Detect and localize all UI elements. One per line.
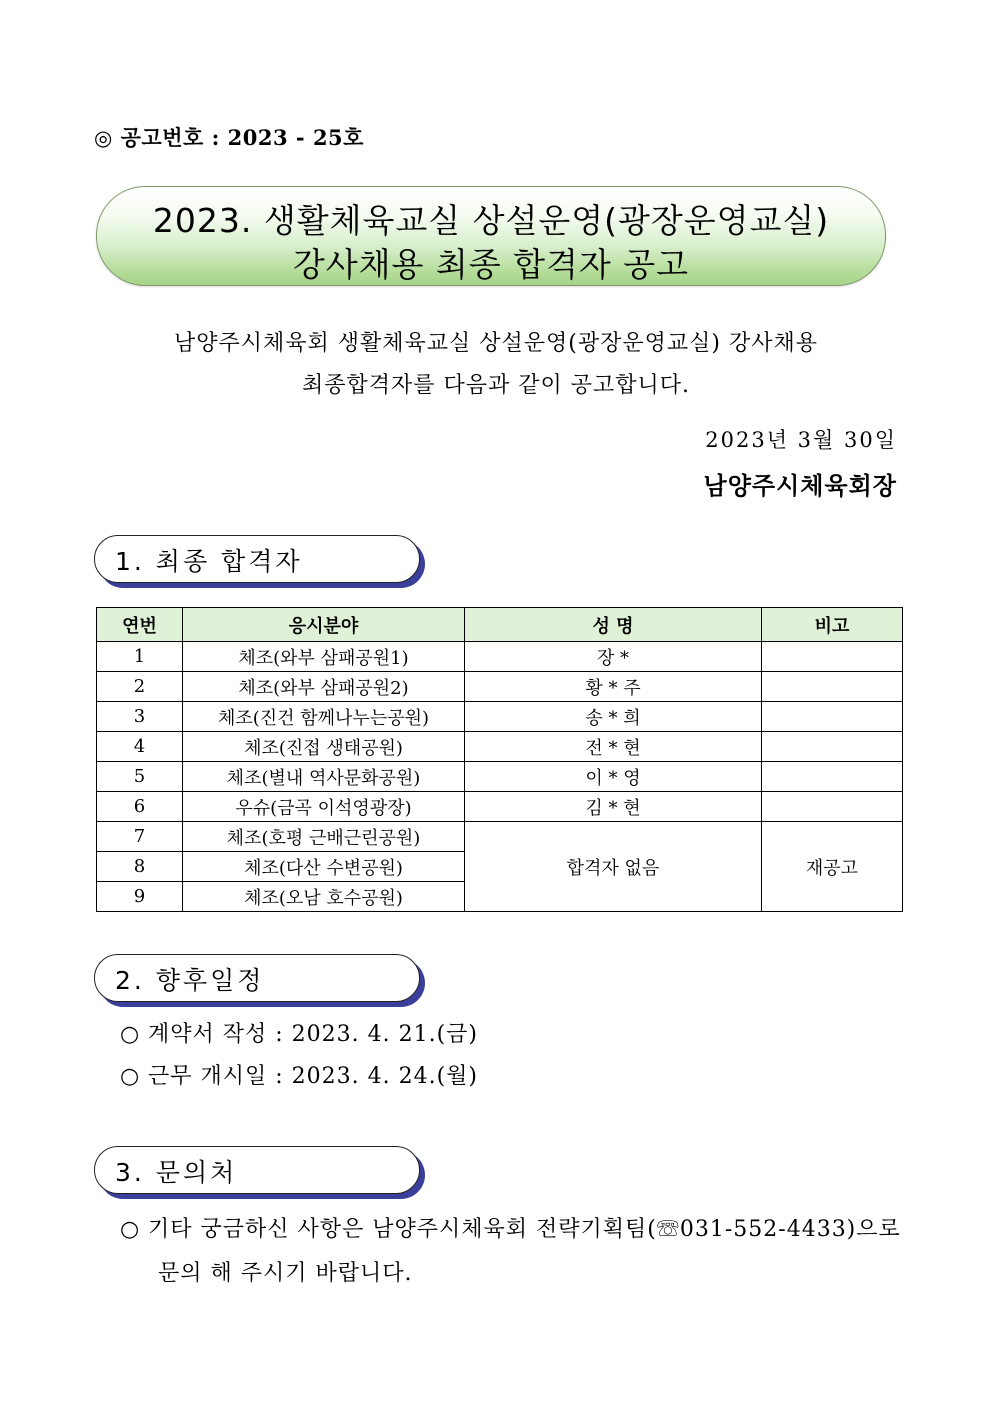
schedule-text: 계약서 작성 : 2023. 4. 21.(금)	[148, 1022, 479, 1047]
results-table	[96, 607, 903, 912]
cell-no: 9	[97, 882, 183, 912]
section-title: 3. 문의처	[115, 1158, 238, 1187]
table-row	[97, 822, 903, 852]
cell-field: 체조(별내 역사문화공원)	[183, 762, 465, 792]
cell-merged-name: 합격자 없음	[465, 822, 762, 912]
cell-field: 체조(진건 함께나누는공원)	[183, 702, 465, 732]
table-row	[97, 792, 903, 822]
cell-note	[762, 672, 903, 702]
cell-no: 4	[97, 732, 183, 762]
intro-line-2: 최종합격자를 다음과 같이 공고합니다.	[301, 373, 690, 398]
announcement-date: 2023년 3월 30일	[705, 428, 897, 452]
cell-note	[762, 732, 903, 762]
cell-note	[762, 792, 903, 822]
cell-field: 우슈(금곡 이석영광장)	[183, 792, 465, 822]
contact-text: 기타 궁금하신 사항은 남양주시체육회 전략기획팀(☏031-552-4433)으로	[148, 1217, 901, 1242]
cell-note	[762, 642, 903, 672]
circle-bullet-icon: ○	[120, 1022, 141, 1047]
cell-name: 황 * 주	[465, 672, 762, 702]
section-title: 1. 최종 합격자	[115, 547, 303, 576]
table-row	[97, 702, 903, 732]
cell-merged-note: 재공고	[762, 822, 903, 912]
schedule-item-start	[120, 1059, 478, 1090]
title-line-2: 강사채용 최종 합격자 공고	[292, 245, 690, 284]
contact-line-1	[120, 1212, 901, 1243]
notice-number: ◎ 공고번호 : 2023 - 25호	[94, 125, 364, 150]
table-row	[97, 762, 903, 792]
circle-bullet-icon: ○	[120, 1217, 141, 1242]
table-header-row	[97, 608, 903, 642]
section-header-schedule	[94, 954, 420, 1002]
header-note: 비고	[762, 608, 903, 642]
table-row	[97, 642, 903, 672]
header-name: 성 명	[465, 608, 762, 642]
cell-field: 체조(와부 삼패공원1)	[183, 642, 465, 672]
cell-no: 7	[97, 822, 183, 852]
cell-no: 3	[97, 702, 183, 732]
intro-line-1: 남양주시체육회 생활체육교실 상설운영(광장운영교실) 강사채용	[174, 331, 818, 356]
cell-no: 1	[97, 642, 183, 672]
section-title: 2. 향후일정	[115, 966, 265, 995]
cell-note	[762, 762, 903, 792]
header-no: 연번	[97, 608, 183, 642]
organization-name: 남양주시체육회장	[703, 471, 897, 500]
cell-name: 이 * 영	[465, 762, 762, 792]
cell-no: 8	[97, 852, 183, 882]
cell-field: 체조(다산 수변공원)	[183, 852, 465, 882]
schedule-text: 근무 개시일 : 2023. 4. 24.(월)	[148, 1064, 479, 1089]
cell-field: 체조(오남 호수공원)	[183, 882, 465, 912]
cell-field: 체조(진접 생태공원)	[183, 732, 465, 762]
cell-field: 체조(와부 삼패공원2)	[183, 672, 465, 702]
section-header-contact	[94, 1146, 420, 1194]
schedule-item-contract	[120, 1017, 478, 1048]
cell-no: 2	[97, 672, 183, 702]
section-header-final-passers	[94, 535, 420, 583]
title-line-1: 2023. 생활체육교실 상설운영(광장운영교실)	[152, 201, 830, 240]
contact-line-2: 문의 해 주시기 바랍니다.	[158, 1261, 413, 1286]
table-row	[97, 732, 903, 762]
cell-name: 전 * 현	[465, 732, 762, 762]
cell-no: 6	[97, 792, 183, 822]
title-banner	[96, 186, 886, 286]
cell-name: 장 *	[465, 642, 762, 672]
cell-field: 체조(호평 근배근린공원)	[183, 822, 465, 852]
header-field: 응시분야	[183, 608, 465, 642]
cell-no: 5	[97, 762, 183, 792]
cell-note	[762, 702, 903, 732]
cell-name: 송 * 희	[465, 702, 762, 732]
circle-bullet-icon: ○	[120, 1064, 141, 1089]
table-row	[97, 672, 903, 702]
cell-name: 김 * 현	[465, 792, 762, 822]
